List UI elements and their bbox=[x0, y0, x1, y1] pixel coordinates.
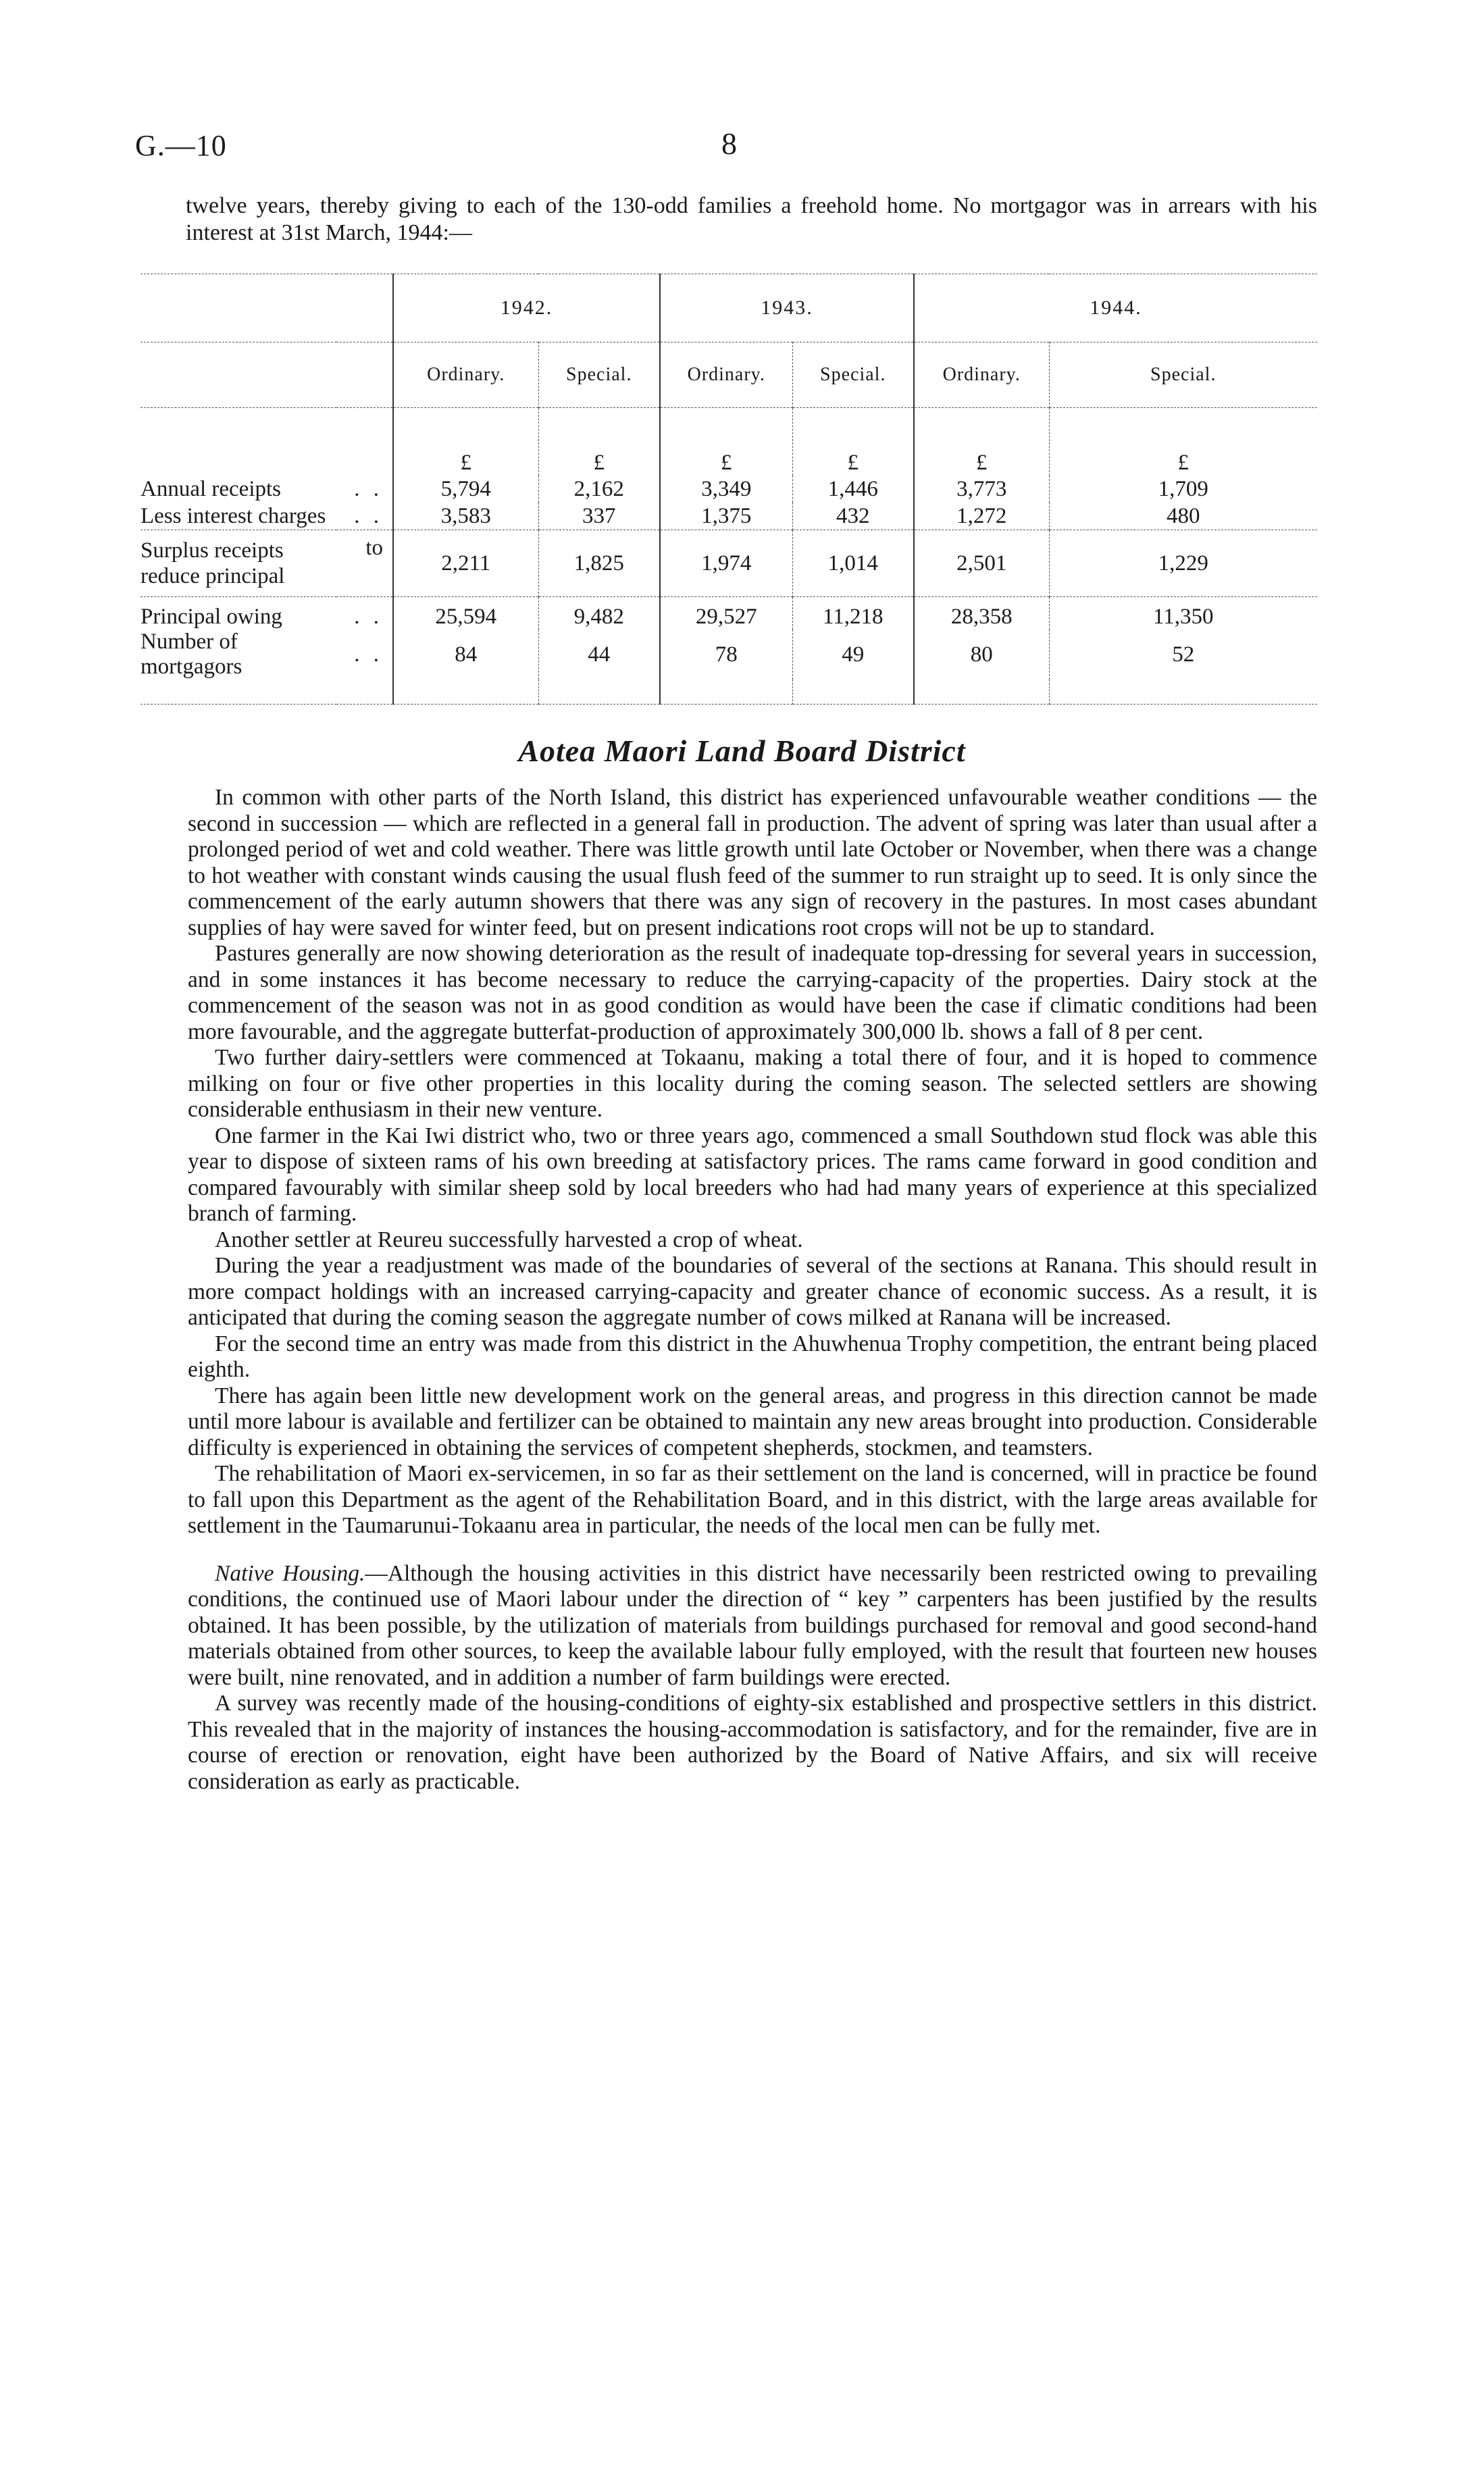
table-row bbox=[140, 630, 1317, 680]
row-label: Annual receipts bbox=[140, 476, 282, 501]
currency-symbol: £ bbox=[538, 408, 660, 476]
paragraph: A survey was recently made of the housing-conditions of eighty-six established and prospective settlers in this district. This revealed that in the majority of instances the housing-accommodation is satisfactory, and for the remainder, five are in course of erection or renovation, eight have been authorized by the Board of Native Affairs, and six will receive consideration as early as practicable. bbox=[188, 1691, 1317, 1794]
table-cell: 11,350 bbox=[1049, 597, 1317, 630]
column-header: Ordinary. bbox=[660, 342, 792, 408]
column-header: Ordinary. bbox=[914, 342, 1049, 408]
table-cell: 3,583 bbox=[393, 503, 538, 530]
table-cell: 2,211 bbox=[393, 530, 538, 597]
paragraph: For the second time an entry was made from this district in the Ahuwhenua Trophy competition, the entrant being placed eighth. bbox=[188, 1331, 1317, 1382]
table-corner bbox=[140, 342, 393, 408]
year-header: 1942. bbox=[393, 274, 660, 342]
body-text bbox=[188, 785, 1317, 1795]
table-corner bbox=[140, 274, 393, 342]
paragraph: During the year a readjustment was made of the boundaries of several of the sections at Ranana. This should result in more compact holdings with an increased carrying-capacity and greater chance of economic success. As a result, it is anticipated that during the coming season the aggregate number of cows milked at Ranana will be increased. bbox=[188, 1253, 1317, 1330]
currency-symbol: £ bbox=[914, 408, 1049, 476]
table-cell: 2,501 bbox=[914, 530, 1049, 597]
column-header: Special. bbox=[792, 342, 914, 408]
row-label-continuation: to bbox=[365, 536, 383, 560]
native-housing-paragraph bbox=[188, 1561, 1317, 1691]
leader-dots: . . bbox=[354, 476, 383, 501]
row-label: Less interest charges bbox=[140, 503, 326, 528]
row-label: Number of mortgagors bbox=[140, 630, 242, 679]
table-cell: 78 bbox=[660, 630, 792, 680]
table-cell: 2,162 bbox=[538, 476, 660, 503]
currency-symbol: £ bbox=[393, 408, 538, 476]
paragraph: In common with other parts of the North Island, this district has experienced unfavourable weather conditions — the second in succession — which are reflected in a general fall in production. The advent of spring was later than usual after a prolonged period of wet and cold weather. There was little growth until late October or November, when there was a change to hot weather with constant winds causing the usual flush feed of the summer to run straight up to seed. It is only since the commencement of the early autumn showers that there was any sign of recovery in the pastures. In most cases abundant supplies of hay were saved for winter feed, but on present indications root crops will not be up to standard. bbox=[188, 785, 1317, 940]
table-cell: 1,272 bbox=[914, 503, 1049, 530]
report-reference: G.—10 bbox=[135, 129, 227, 162]
column-header: Ordinary. bbox=[393, 342, 538, 408]
paragraph: There has again been little new development work on the general areas, and progress in this direction cannot be made until more labour is available and fertilizer can be obtained to maintain any new areas brought into production. Considerable difficulty is experienced in obtaining the services of competent shepherds, stockmen, and teamsters. bbox=[188, 1383, 1317, 1460]
table-cell: 1,974 bbox=[660, 530, 792, 597]
table-row bbox=[140, 503, 1317, 530]
native-housing-text: —Although the housing activities in this district have necessarily been restricted owing to prevailing conditions, the continued use of Maori labour under the direction of “ key ” carpenters has been justified by the results obtained. It has been possible, by the utilization of materials from buildings purchased for removal and good second-hand materials obtained from other sources, to keep the available labour fully employed, with the result that fourteen new houses were built, nine renovated, and in addition a number of farm buildings were erected. bbox=[188, 1560, 1318, 1690]
table-cell: 1,014 bbox=[792, 530, 914, 597]
table-cell: 52 bbox=[1049, 630, 1317, 680]
table-row bbox=[140, 476, 1317, 503]
currency-symbol: £ bbox=[660, 408, 792, 476]
year-header: 1943. bbox=[660, 274, 914, 342]
column-header: Special. bbox=[538, 342, 660, 408]
table-cell: 49 bbox=[792, 630, 914, 680]
table-cell: 3,773 bbox=[914, 476, 1049, 503]
table-cell: 337 bbox=[538, 503, 660, 530]
mortgage-finance-table bbox=[140, 274, 1317, 705]
table-cell: 5,794 bbox=[393, 476, 538, 503]
intro-paragraph: twelve years, thereby giving to each of the 130-odd families a freehold home. No mortgagor was in arrears with his interest at 31st March, 1944:— bbox=[186, 193, 1317, 245]
table-cell: 1,446 bbox=[792, 476, 914, 503]
currency-symbol: £ bbox=[1049, 408, 1317, 476]
table-cell: 3,349 bbox=[660, 476, 792, 503]
table-cell: 480 bbox=[1049, 503, 1317, 530]
leader-dots: . . bbox=[354, 503, 383, 528]
paragraph: Two further dairy-settlers were commenced at Tokaanu, making a total there of four, and it is hoped to commence milking on four or five other properties in this locality during the coming season. The selected settlers are showing considerable enthusiasm in their new venture. bbox=[188, 1045, 1317, 1122]
paragraph: Another settler at Reureu successfully harvested a crop of wheat. bbox=[215, 1227, 803, 1252]
table-cell: 25,594 bbox=[393, 597, 538, 630]
row-label: Surplus receipts reduce principal bbox=[140, 538, 285, 588]
table-cell: 1,709 bbox=[1049, 476, 1317, 503]
row-label: Principal owing bbox=[140, 604, 282, 629]
leader-dots: . . bbox=[354, 604, 383, 629]
table-cell: 84 bbox=[393, 630, 538, 680]
section-heading: Aotea Maori Land Board District bbox=[518, 734, 966, 768]
table-cell: 1,229 bbox=[1049, 530, 1317, 597]
native-housing-heading: Native Housing. bbox=[215, 1560, 365, 1586]
table-cell: 1,375 bbox=[660, 503, 792, 530]
table-cell: 9,482 bbox=[538, 597, 660, 630]
table-cell: 28,358 bbox=[914, 597, 1049, 630]
year-header: 1944. bbox=[914, 274, 1317, 342]
page-number: 8 bbox=[721, 126, 737, 161]
currency-symbol: £ bbox=[792, 408, 914, 476]
table-cell: 11,218 bbox=[792, 597, 914, 630]
table-cell: 44 bbox=[538, 630, 660, 680]
paragraph: One farmer in the Kai Iwi district who, two or three years ago, commenced a small Southdown stud flock was able this year to dispose of sixteen rams of his own breeding at satisfactory prices. The rams came forward in good condition and compared favourably with similar sheep sold by local breeders who had had many years of experience at this specialized branch of farming. bbox=[188, 1123, 1317, 1226]
paragraph: Pastures generally are now showing deterioration as the result of inadequate top-dressing for several years in succession, and in some instances it has become necessary to reduce the carrying-capacity of the properties. Dairy stock at the commencement of the season was not in as good condition as would have been the case if climatic conditions had been more favourable, and the aggregate butterfat-production of approximately 300,000 lb. shows a fall of 8 per cent. bbox=[188, 941, 1317, 1044]
table-cell: 432 bbox=[792, 503, 914, 530]
table-cell: 1,825 bbox=[538, 530, 660, 597]
column-header: Special. bbox=[1049, 342, 1317, 408]
table-row bbox=[140, 530, 1317, 597]
table-cell: 29,527 bbox=[660, 597, 792, 630]
leader-dots: . . bbox=[354, 642, 383, 667]
table-row bbox=[140, 597, 1317, 630]
paragraph: The rehabilitation of Maori ex-servicemen, in so far as their settlement on the land is concerned, will in practice be found to fall upon this Department as the agent of the Rehabilitation Board, and in this district, with the large areas available for settlement in the Taumarunui-Tokaanu area in particular, the needs of the local men can be fully met. bbox=[188, 1461, 1317, 1538]
table-cell: 80 bbox=[914, 630, 1049, 680]
